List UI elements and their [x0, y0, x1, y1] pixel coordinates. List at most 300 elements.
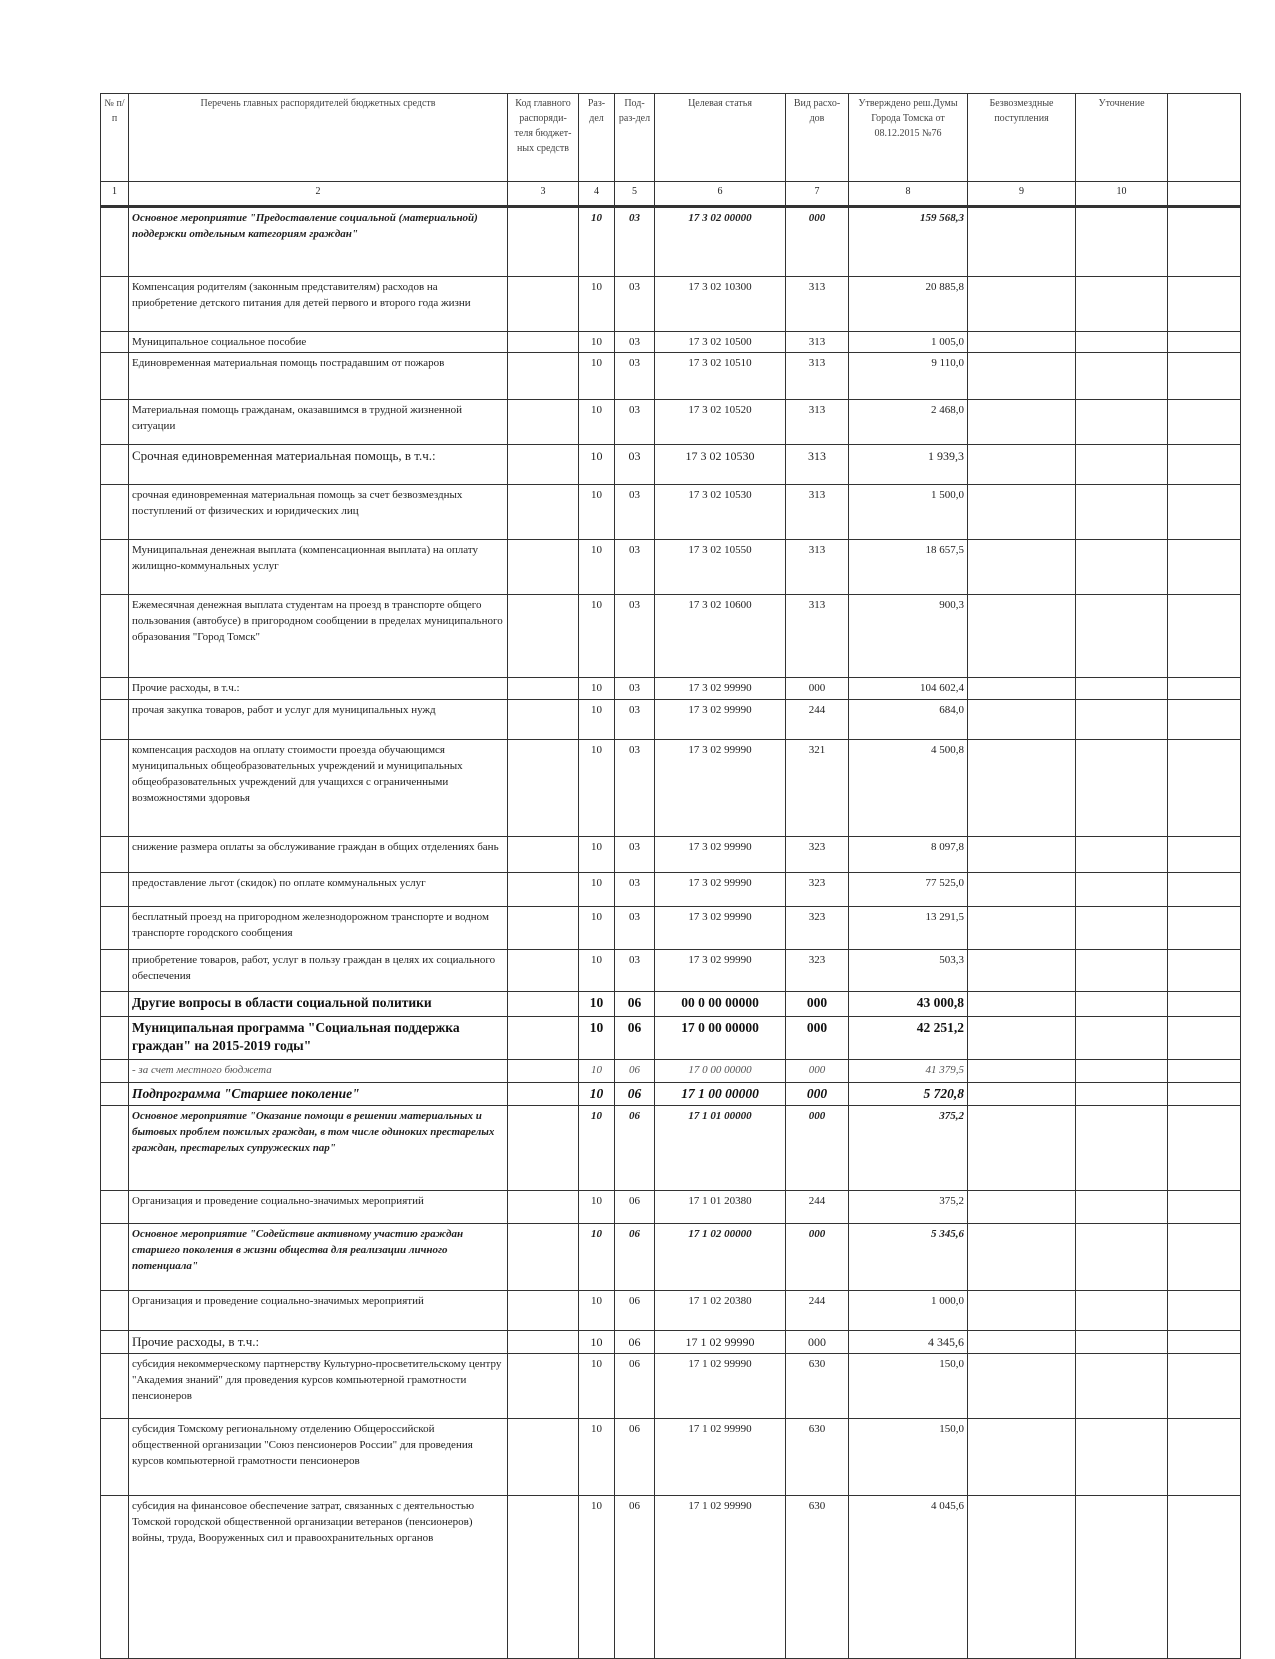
row-vid: 313: [786, 485, 849, 540]
row-name: компенсация расходов на оплату стоимости проезда обучающимся муниципальных общеобразовательных учреждений и муниципальных общеобразовательных учреждений для учащихся с ограниченными возможностями здоровья: [129, 740, 508, 837]
row-clarification: [1076, 837, 1168, 873]
row-extra: [1168, 332, 1241, 353]
col-header-razdel: Раз-дел: [579, 94, 615, 182]
col-num: 10: [1076, 182, 1168, 207]
row-razdel: 10: [579, 1106, 615, 1191]
row-podrazdel: 03: [615, 907, 655, 950]
col-num: 7: [786, 182, 849, 207]
row-gratuitous: [968, 1224, 1076, 1291]
row-podrazdel: 03: [615, 873, 655, 907]
row-razdel: 10: [579, 700, 615, 740]
row-gratuitous: [968, 485, 1076, 540]
row-target: 17 3 02 10510: [655, 353, 786, 400]
row-name: Единовременная материальная помощь пострадавшим от пожаров: [129, 353, 508, 400]
row-clarification: [1076, 1017, 1168, 1060]
row-number: [101, 837, 129, 873]
row-amount: 9 110,0: [849, 353, 968, 400]
row-razdel: 10: [579, 1017, 615, 1060]
col-header-gratuitous: Безвозмездные поступления: [968, 94, 1076, 182]
row-amount: 77 525,0: [849, 873, 968, 907]
row-target: 17 1 01 20380: [655, 1191, 786, 1224]
col-header-name: Перечень главных распорядителей бюджетных средств: [129, 94, 508, 182]
row-target: 17 3 02 10530: [655, 445, 786, 485]
row-number: [101, 485, 129, 540]
row-razdel: 10: [579, 907, 615, 950]
row-code: [508, 1060, 579, 1083]
row-number: [101, 1291, 129, 1331]
col-header-number: № п/п: [101, 94, 129, 182]
table-row: [101, 1106, 1241, 1191]
row-clarification: [1076, 595, 1168, 678]
row-code: [508, 992, 579, 1017]
row-target: 17 3 02 99990: [655, 950, 786, 992]
row-extra: [1168, 700, 1241, 740]
row-name: предоставление льгот (скидок) по оплате коммунальных услуг: [129, 873, 508, 907]
row-extra: [1168, 1496, 1241, 1659]
table-row: [101, 700, 1241, 740]
row-amount: 159 568,3: [849, 207, 968, 277]
row-name: Основное мероприятие "Содействие активному участию граждан старшего поколения в жизни общества для реализации личного потенциала": [129, 1224, 508, 1291]
row-amount: 4 500,8: [849, 740, 968, 837]
row-number: [101, 700, 129, 740]
row-name: Основное мероприятие "Предоставление социальной (материальной) поддержки отдельным категориям граждан": [129, 207, 508, 277]
row-podrazdel: 06: [615, 1354, 655, 1419]
row-name: Подпрограмма "Старшее поколение": [129, 1083, 508, 1106]
row-amount: 13 291,5: [849, 907, 968, 950]
row-vid: 000: [786, 1083, 849, 1106]
row-name: Прочие расходы, в т.ч.:: [129, 1331, 508, 1354]
row-podrazdel: 03: [615, 540, 655, 595]
row-number: [101, 1419, 129, 1496]
row-extra: [1168, 207, 1241, 277]
row-amount: 1 005,0: [849, 332, 968, 353]
row-name: Муниципальное социальное пособие: [129, 332, 508, 353]
row-extra: [1168, 907, 1241, 950]
row-clarification: [1076, 678, 1168, 700]
col-header-extra: [1168, 94, 1241, 182]
row-clarification: [1076, 873, 1168, 907]
row-number: [101, 950, 129, 992]
row-clarification: [1076, 353, 1168, 400]
row-number: [101, 207, 129, 277]
row-target: 17 1 02 20380: [655, 1291, 786, 1331]
row-vid: 244: [786, 700, 849, 740]
row-gratuitous: [968, 207, 1076, 277]
row-vid: 000: [786, 1331, 849, 1354]
table-row: [101, 485, 1241, 540]
table-row: [101, 873, 1241, 907]
row-extra: [1168, 277, 1241, 332]
row-razdel: 10: [579, 1354, 615, 1419]
row-razdel: 10: [579, 837, 615, 873]
row-amount: 375,2: [849, 1191, 968, 1224]
row-code: [508, 1083, 579, 1106]
row-target: 17 3 02 99990: [655, 740, 786, 837]
row-razdel: 10: [579, 595, 615, 678]
row-amount: 41 379,5: [849, 1060, 968, 1083]
row-amount: 8 097,8: [849, 837, 968, 873]
row-razdel: 10: [579, 485, 615, 540]
row-razdel: 10: [579, 207, 615, 277]
row-extra: [1168, 1060, 1241, 1083]
row-podrazdel: 06: [615, 992, 655, 1017]
row-code: [508, 332, 579, 353]
row-podrazdel: 06: [615, 1106, 655, 1191]
row-gratuitous: [968, 700, 1076, 740]
row-razdel: 10: [579, 445, 615, 485]
row-clarification: [1076, 207, 1168, 277]
row-vid: 630: [786, 1354, 849, 1419]
table-row: [101, 332, 1241, 353]
row-extra: [1168, 1419, 1241, 1496]
row-gratuitous: [968, 740, 1076, 837]
row-vid: 000: [786, 1106, 849, 1191]
row-amount: 4 045,6: [849, 1496, 968, 1659]
row-code: [508, 1354, 579, 1419]
row-clarification: [1076, 740, 1168, 837]
row-gratuitous: [968, 873, 1076, 907]
row-gratuitous: [968, 1083, 1076, 1106]
row-gratuitous: [968, 992, 1076, 1017]
row-gratuitous: [968, 1106, 1076, 1191]
row-razdel: 10: [579, 1496, 615, 1659]
row-vid: 313: [786, 353, 849, 400]
row-clarification: [1076, 332, 1168, 353]
row-razdel: 10: [579, 400, 615, 445]
row-razdel: 10: [579, 353, 615, 400]
row-podrazdel: 03: [615, 400, 655, 445]
row-razdel: 10: [579, 540, 615, 595]
row-razdel: 10: [579, 332, 615, 353]
row-target: 17 1 01 00000: [655, 1106, 786, 1191]
row-target: 17 3 02 99990: [655, 700, 786, 740]
row-target: 17 1 02 00000: [655, 1224, 786, 1291]
row-extra: [1168, 1331, 1241, 1354]
row-vid: 630: [786, 1419, 849, 1496]
row-target: 17 0 00 00000: [655, 1060, 786, 1083]
row-razdel: 10: [579, 950, 615, 992]
row-podrazdel: 06: [615, 1496, 655, 1659]
row-number: [101, 740, 129, 837]
row-target: 17 1 02 99990: [655, 1496, 786, 1659]
table-row: [101, 207, 1241, 277]
row-gratuitous: [968, 1017, 1076, 1060]
row-clarification: [1076, 992, 1168, 1017]
row-name: - за счет местного бюджета: [129, 1060, 508, 1083]
row-vid: 313: [786, 595, 849, 678]
table-row: [101, 837, 1241, 873]
row-extra: [1168, 950, 1241, 992]
row-number: [101, 332, 129, 353]
row-target: 17 3 02 10300: [655, 277, 786, 332]
row-target: 00 0 00 00000: [655, 992, 786, 1017]
row-gratuitous: [968, 1354, 1076, 1419]
row-name: субсидия на финансовое обеспечение затрат, связанных с деятельностью Томской городской общественной организации ветеранов (пенсионеров) войны, труда, Вооруженных сил и правоохранительных органов: [129, 1496, 508, 1659]
table-row: [101, 1291, 1241, 1331]
row-target: 17 3 02 10530: [655, 485, 786, 540]
row-extra: [1168, 873, 1241, 907]
row-podrazdel: 03: [615, 353, 655, 400]
row-code: [508, 873, 579, 907]
row-extra: [1168, 445, 1241, 485]
row-podrazdel: 06: [615, 1083, 655, 1106]
row-podrazdel: 06: [615, 1331, 655, 1354]
row-target: 17 3 02 99990: [655, 678, 786, 700]
table-row: [101, 1224, 1241, 1291]
row-clarification: [1076, 1331, 1168, 1354]
row-clarification: [1076, 485, 1168, 540]
col-num: 8: [849, 182, 968, 207]
row-clarification: [1076, 1106, 1168, 1191]
row-podrazdel: 06: [615, 1017, 655, 1060]
row-vid: 313: [786, 332, 849, 353]
row-gratuitous: [968, 837, 1076, 873]
row-extra: [1168, 678, 1241, 700]
row-name: Организация и проведение социально-значимых мероприятий: [129, 1191, 508, 1224]
row-number: [101, 1331, 129, 1354]
row-code: [508, 485, 579, 540]
row-vid: 323: [786, 873, 849, 907]
row-name: Муниципальная денежная выплата (компенсационная выплата) на оплату жилищно-коммунальных услуг: [129, 540, 508, 595]
row-razdel: 10: [579, 992, 615, 1017]
col-header-clarification: Уточнение: [1076, 94, 1168, 182]
row-amount: 18 657,5: [849, 540, 968, 595]
row-code: [508, 1291, 579, 1331]
row-name: Другие вопросы в области социальной политики: [129, 992, 508, 1017]
row-podrazdel: 03: [615, 595, 655, 678]
row-number: [101, 400, 129, 445]
row-clarification: [1076, 400, 1168, 445]
col-header-vid: Вид расхо-дов: [786, 94, 849, 182]
col-num: [1168, 182, 1241, 207]
row-clarification: [1076, 540, 1168, 595]
row-number: [101, 873, 129, 907]
row-extra: [1168, 540, 1241, 595]
row-podrazdel: 06: [615, 1224, 655, 1291]
table-row: [101, 277, 1241, 332]
row-razdel: 10: [579, 740, 615, 837]
row-razdel: 10: [579, 1191, 615, 1224]
row-number: [101, 1060, 129, 1083]
row-gratuitous: [968, 595, 1076, 678]
row-vid: 630: [786, 1496, 849, 1659]
row-vid: 313: [786, 277, 849, 332]
row-code: [508, 540, 579, 595]
row-name: бесплатный проезд на пригородном железнодорожном транспорте и водном транспорте городского сообщения: [129, 907, 508, 950]
row-clarification: [1076, 1291, 1168, 1331]
row-gratuitous: [968, 1496, 1076, 1659]
row-amount: 1 000,0: [849, 1291, 968, 1331]
table-row: [101, 992, 1241, 1017]
row-amount: 43 000,8: [849, 992, 968, 1017]
row-vid: 000: [786, 207, 849, 277]
row-extra: [1168, 837, 1241, 873]
row-podrazdel: 06: [615, 1291, 655, 1331]
row-extra: [1168, 595, 1241, 678]
row-amount: 375,2: [849, 1106, 968, 1191]
row-number: [101, 992, 129, 1017]
col-num: 5: [615, 182, 655, 207]
row-gratuitous: [968, 332, 1076, 353]
row-vid: 000: [786, 992, 849, 1017]
table-row: [101, 595, 1241, 678]
col-num: 4: [579, 182, 615, 207]
row-number: [101, 445, 129, 485]
row-extra: [1168, 353, 1241, 400]
row-extra: [1168, 1017, 1241, 1060]
row-extra: [1168, 1291, 1241, 1331]
row-amount: 900,3: [849, 595, 968, 678]
row-clarification: [1076, 277, 1168, 332]
row-gratuitous: [968, 353, 1076, 400]
col-header-target: Целевая статья: [655, 94, 786, 182]
row-extra: [1168, 740, 1241, 837]
row-target: 17 3 02 10600: [655, 595, 786, 678]
row-gratuitous: [968, 540, 1076, 595]
row-vid: 323: [786, 907, 849, 950]
row-amount: 42 251,2: [849, 1017, 968, 1060]
row-razdel: 10: [579, 1060, 615, 1083]
table-row: [101, 907, 1241, 950]
row-code: [508, 1017, 579, 1060]
row-razdel: 10: [579, 873, 615, 907]
row-amount: 4 345,6: [849, 1331, 968, 1354]
row-gratuitous: [968, 1060, 1076, 1083]
row-target: 17 0 00 00000: [655, 1017, 786, 1060]
row-razdel: 10: [579, 1331, 615, 1354]
row-target: 17 1 00 00000: [655, 1083, 786, 1106]
row-podrazdel: 06: [615, 1419, 655, 1496]
row-extra: [1168, 1106, 1241, 1191]
row-name: Организация и проведение социально-значимых мероприятий: [129, 1291, 508, 1331]
row-name: Основное мероприятие "Оказание помощи в решении материальных и бытовых проблем пожилых граждан, в том числе одиноких престарелых граждан, престарелых супружеских пар": [129, 1106, 508, 1191]
row-extra: [1168, 992, 1241, 1017]
row-code: [508, 740, 579, 837]
row-razdel: 10: [579, 1224, 615, 1291]
row-code: [508, 400, 579, 445]
row-vid: 313: [786, 400, 849, 445]
col-header-podrazdel: Под-раз-дел: [615, 94, 655, 182]
row-target: 17 1 02 99990: [655, 1419, 786, 1496]
row-code: [508, 837, 579, 873]
row-code: [508, 700, 579, 740]
row-clarification: [1076, 1354, 1168, 1419]
row-clarification: [1076, 1060, 1168, 1083]
row-name: Материальная помощь гражданам, оказавшимся в трудной жизненной ситуации: [129, 400, 508, 445]
row-amount: 20 885,8: [849, 277, 968, 332]
row-target: 17 3 02 10550: [655, 540, 786, 595]
row-amount: 150,0: [849, 1354, 968, 1419]
row-target: 17 1 02 99990: [655, 1331, 786, 1354]
row-vid: 323: [786, 950, 849, 992]
row-amount: 5 720,8: [849, 1083, 968, 1106]
row-number: [101, 1017, 129, 1060]
row-amount: 150,0: [849, 1419, 968, 1496]
row-code: [508, 277, 579, 332]
row-number: [101, 678, 129, 700]
row-name: Ежемесячная денежная выплата студентам на проезд в транспорте общего пользования (автобусе) в пригородном сообщении в пределах муниципального образования "Город Томск": [129, 595, 508, 678]
row-target: 17 3 02 10500: [655, 332, 786, 353]
row-name: субсидия Томскому региональному отделению Общероссийской общественной организации "Союз пенсионеров России" для проведения курсов компьютерной грамотности пенсионеров: [129, 1419, 508, 1496]
table-row: [101, 950, 1241, 992]
row-vid: 000: [786, 1017, 849, 1060]
table-row: [101, 678, 1241, 700]
row-amount: 503,3: [849, 950, 968, 992]
row-razdel: 10: [579, 678, 615, 700]
row-target: 17 3 02 10520: [655, 400, 786, 445]
table-row: [101, 540, 1241, 595]
table-body: [101, 207, 1241, 1659]
table-row: [101, 1060, 1241, 1083]
row-number: [101, 540, 129, 595]
row-extra: [1168, 1354, 1241, 1419]
row-code: [508, 595, 579, 678]
row-gratuitous: [968, 678, 1076, 700]
row-name: субсидия некоммерческому партнерству Культурно-просветительскому центру "Академия знаний" для проведения курсов компьютерной грамотности пенсионеров: [129, 1354, 508, 1419]
table-row: [101, 1419, 1241, 1496]
row-extra: [1168, 1083, 1241, 1106]
row-code: [508, 445, 579, 485]
header-row: [101, 94, 1241, 182]
row-name: прочая закупка товаров, работ и услуг для муниципальных нужд: [129, 700, 508, 740]
row-name: Прочие расходы, в т.ч.:: [129, 678, 508, 700]
col-num: 1: [101, 182, 129, 207]
col-header-approved: Утверждено реш.Думы Города Томска от 08.12.2015 №76: [849, 94, 968, 182]
row-vid: 313: [786, 445, 849, 485]
row-gratuitous: [968, 907, 1076, 950]
row-number: [101, 595, 129, 678]
row-number: [101, 353, 129, 400]
row-clarification: [1076, 907, 1168, 950]
row-extra: [1168, 1224, 1241, 1291]
row-clarification: [1076, 1419, 1168, 1496]
table-row: [101, 1083, 1241, 1106]
row-podrazdel: 03: [615, 700, 655, 740]
col-num: 6: [655, 182, 786, 207]
row-name: Компенсация родителям (законным представителям) расходов на приобретение детского питания для детей первого и второго года жизни: [129, 277, 508, 332]
row-extra: [1168, 485, 1241, 540]
table-row: [101, 445, 1241, 485]
col-header-code: Код главного распоряди-теля бюджет-ных средств: [508, 94, 579, 182]
row-gratuitous: [968, 400, 1076, 445]
col-num: 2: [129, 182, 508, 207]
row-amount: 2 468,0: [849, 400, 968, 445]
row-gratuitous: [968, 1419, 1076, 1496]
row-code: [508, 907, 579, 950]
row-clarification: [1076, 1191, 1168, 1224]
row-target: 17 3 02 99990: [655, 907, 786, 950]
column-number-row: [101, 182, 1241, 207]
row-number: [101, 277, 129, 332]
row-vid: 323: [786, 837, 849, 873]
row-gratuitous: [968, 1291, 1076, 1331]
row-amount: 104 602,4: [849, 678, 968, 700]
row-podrazdel: 03: [615, 678, 655, 700]
row-code: [508, 1191, 579, 1224]
row-clarification: [1076, 1224, 1168, 1291]
row-vid: 000: [786, 1224, 849, 1291]
row-number: [101, 1106, 129, 1191]
row-number: [101, 1354, 129, 1419]
row-gratuitous: [968, 445, 1076, 485]
row-number: [101, 1083, 129, 1106]
row-name: срочная единовременная материальная помощь за счет безвозмездных поступлений от физических и юридических лиц: [129, 485, 508, 540]
table-row: [101, 1331, 1241, 1354]
row-amount: 1 939,3: [849, 445, 968, 485]
row-gratuitous: [968, 277, 1076, 332]
row-vid: 321: [786, 740, 849, 837]
row-number: [101, 1191, 129, 1224]
